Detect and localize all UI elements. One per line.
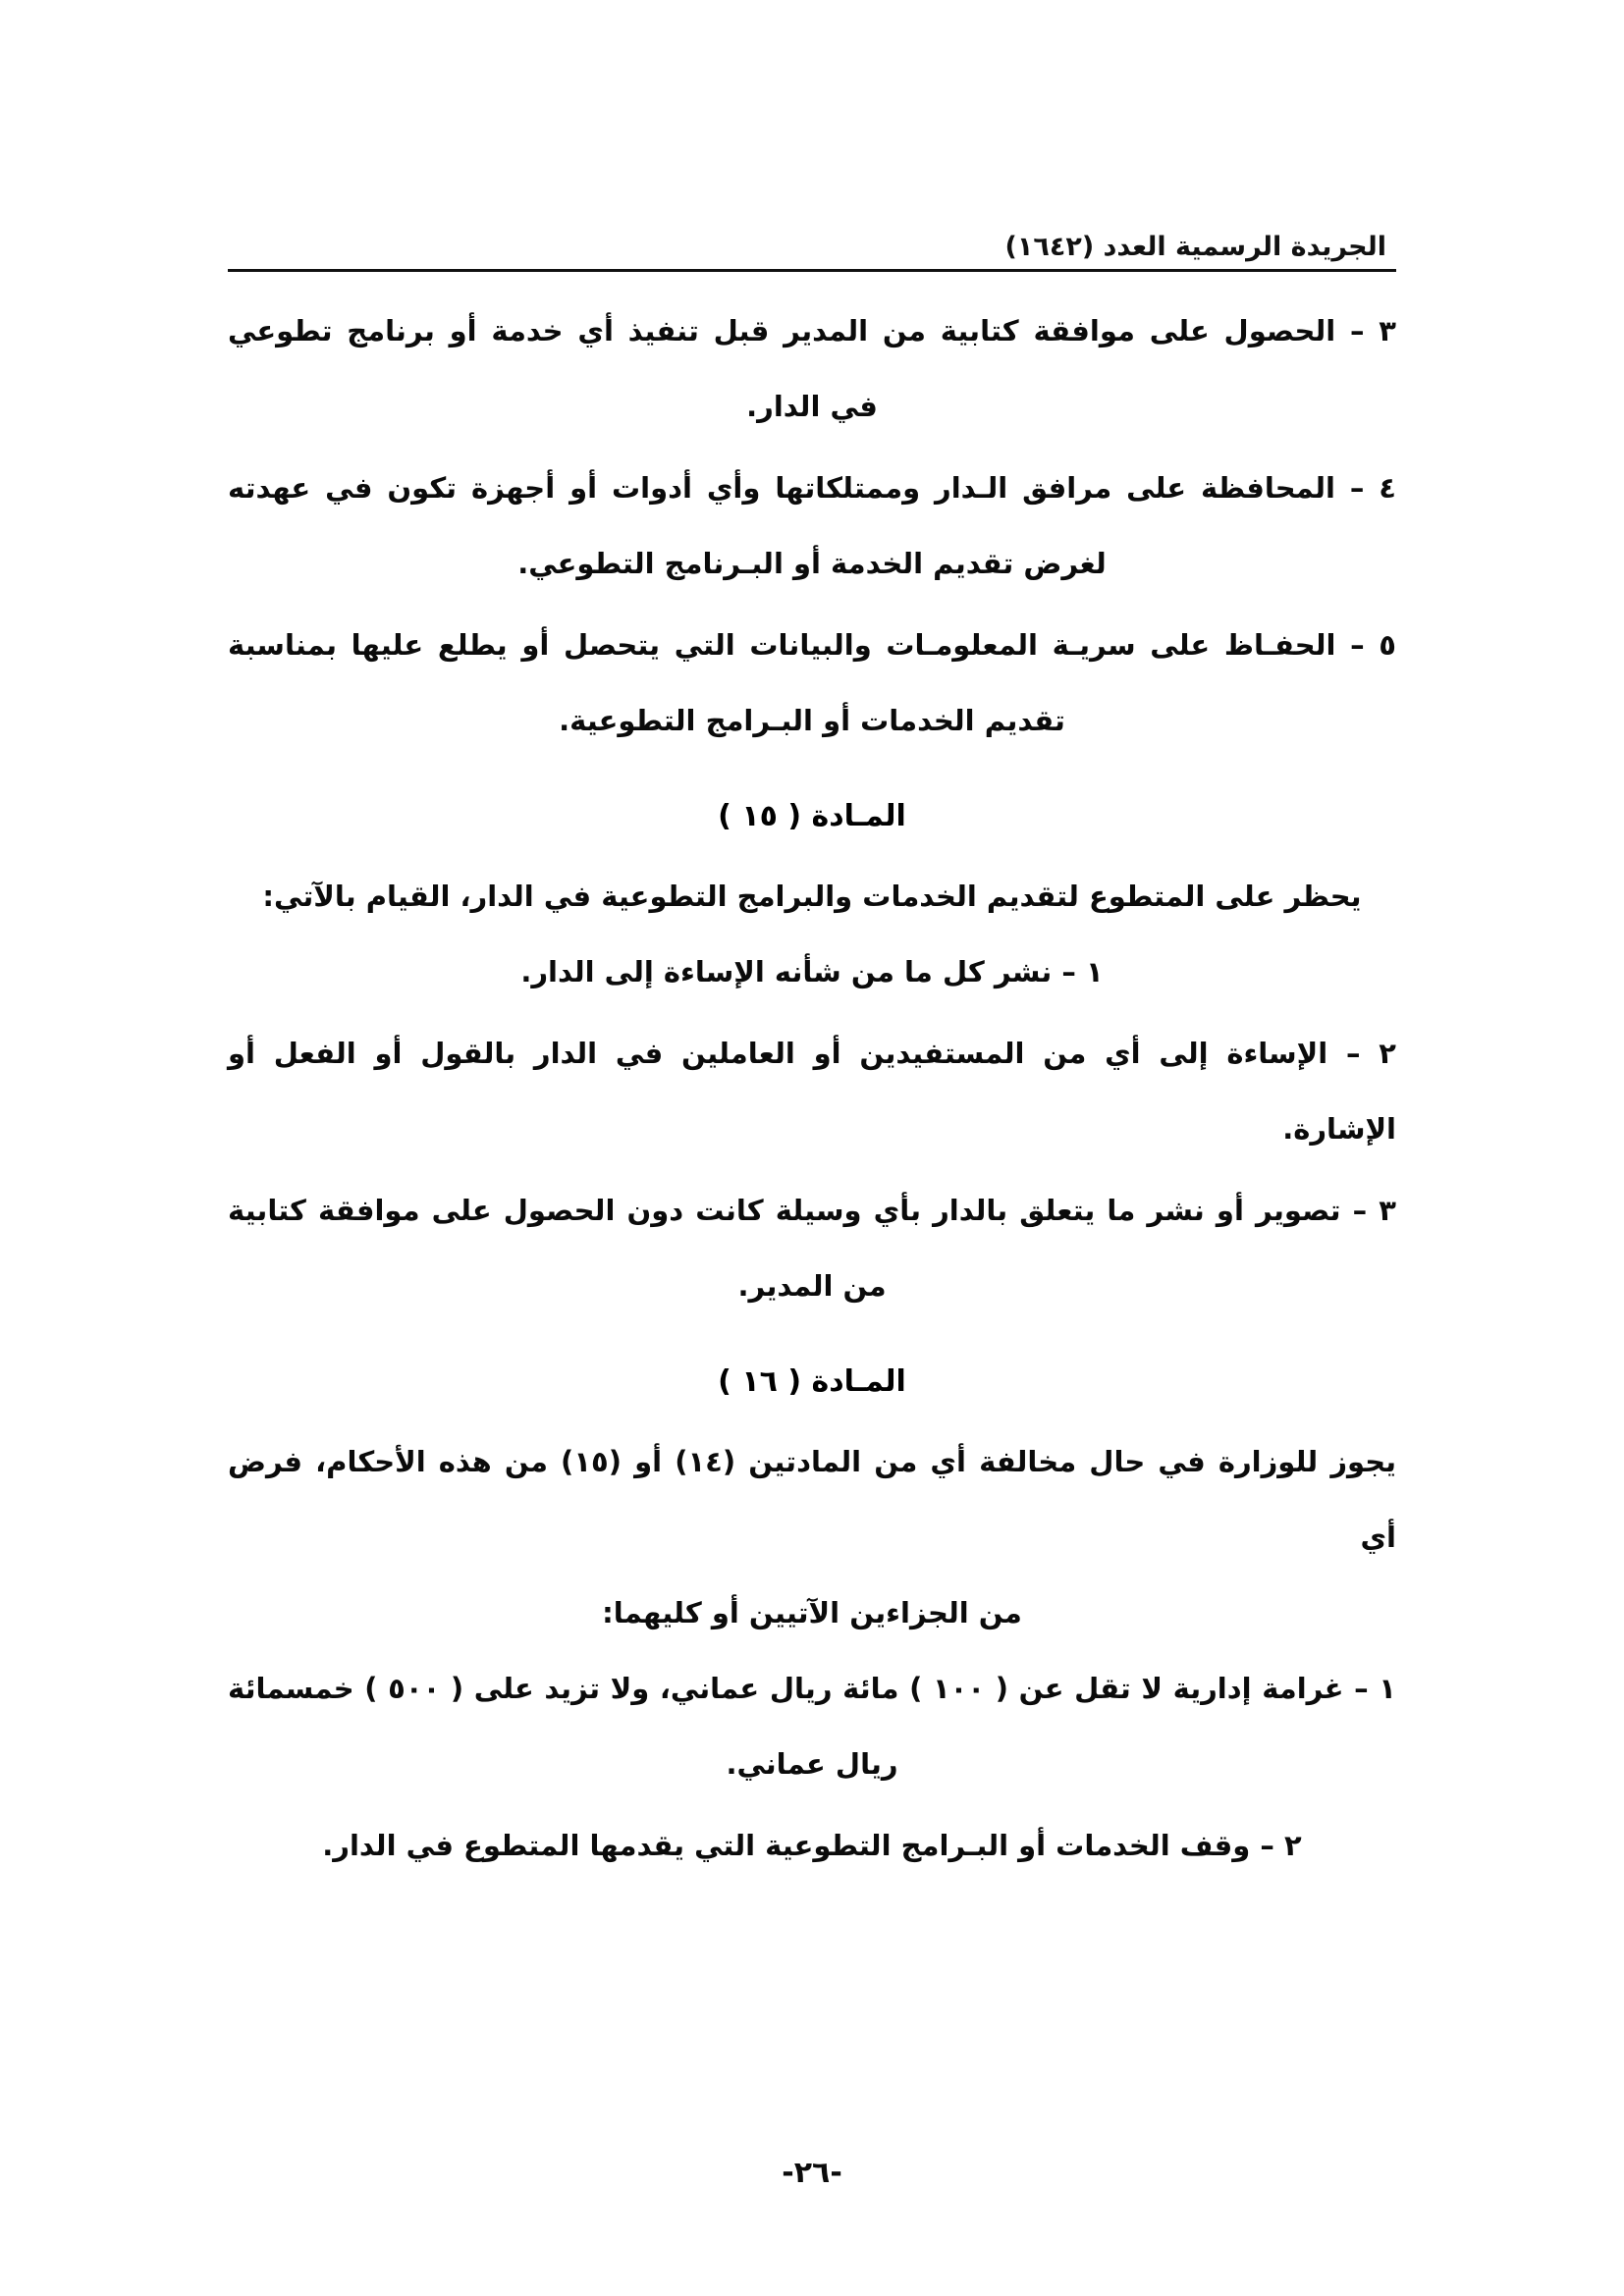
article-16-title: المـادة ( ١٦ ) xyxy=(718,1364,906,1399)
clause-4-line-2: لغرض تقديم الخدمة أو البـرنامج التطوعي. xyxy=(517,547,1107,580)
page-number: -٢٦- xyxy=(782,2156,842,2190)
journal-header: الجريدة الرسمية العدد (١٦٤٢) xyxy=(1004,232,1386,262)
article-15-clause-3-line-2: من المدير. xyxy=(737,1269,887,1303)
article-16-clause-1 xyxy=(228,1651,1396,1802)
clause-3-line-1: ٣ – الحصول على موافقة كتابية من المدير قبل تنفيذ أي خدمة أو برنامج تطوعي xyxy=(228,314,1396,347)
article-16-clause-1-line-2: ريال عماني. xyxy=(726,1747,898,1781)
clause-4-line-1: ٤ – المحافظة على مرافق الـدار وممتلكاتها وأي أدوات أو أجهزة تكون في عهدته xyxy=(228,471,1396,505)
clause-5-line-1: ٥ – الحفـاظ على سريـة المعلومـات والبيانات التي يتحصل أو يطلع عليها بمناسبة xyxy=(228,628,1396,662)
article-16-clause-1-line-1: ١ – غرامة إدارية لا تقل عن ( ١٠٠ ) مائة ريال عماني، ولا تزيد على ( ٥٠٠ ) خمسمائة xyxy=(228,1672,1396,1705)
header-divider xyxy=(228,269,1396,272)
article-16-intro-line-1: يجوز للوزارة في حال مخالفة أي من المادتين (١٤) أو (١٥) من هذه الأحكام، فرض أي xyxy=(228,1445,1396,1554)
article-15-clause-3-line-1: ٣ – تصوير أو نشر ما يتعلق بالدار بأي وسيلة كانت دون الحصول على موافقة كتابية xyxy=(228,1194,1396,1227)
article-15-clause-1-line-1: ١ – نشر كل ما من شأنه الإساءة إلى الدار. xyxy=(520,955,1104,988)
clause-3 xyxy=(228,294,1396,445)
article-16-clause-2-line-1: ٢ – وقف الخدمات أو البـرامج التطوعية التي يقدمها المتطوع في الدار. xyxy=(322,1829,1302,1862)
article-16-intro-line-2: من الجزاءين الآتيين أو كليهما: xyxy=(602,1596,1022,1629)
clause-3-line-2: في الدار. xyxy=(746,390,878,423)
clause-5 xyxy=(228,608,1396,759)
page-content xyxy=(228,232,1396,1890)
article-15-clause-2 xyxy=(228,1016,1396,1167)
article-15-intro: يحظر على المتطوع لتقديم الخدمات والبرامج التطوعية في الدار، القيام بالآتي: xyxy=(262,880,1362,913)
spacer xyxy=(228,765,1396,774)
article-15-title: المـادة ( ١٥ ) xyxy=(718,799,906,833)
article-15-clause-2-line-1: ٢ – الإساءة إلى أي من المستفيدين أو العاملين في الدار بالقول أو الفعل أو الإشارة. xyxy=(228,1037,1396,1146)
spacer xyxy=(228,1330,1396,1340)
article-16-clause-2 xyxy=(228,1808,1396,1884)
clause-4 xyxy=(228,451,1396,602)
article-15-clause-1 xyxy=(228,934,1396,1010)
article-15-clause-3 xyxy=(228,1173,1396,1324)
clause-5-line-2: تقديم الخدمات أو البـرامج التطوعية. xyxy=(559,704,1065,737)
